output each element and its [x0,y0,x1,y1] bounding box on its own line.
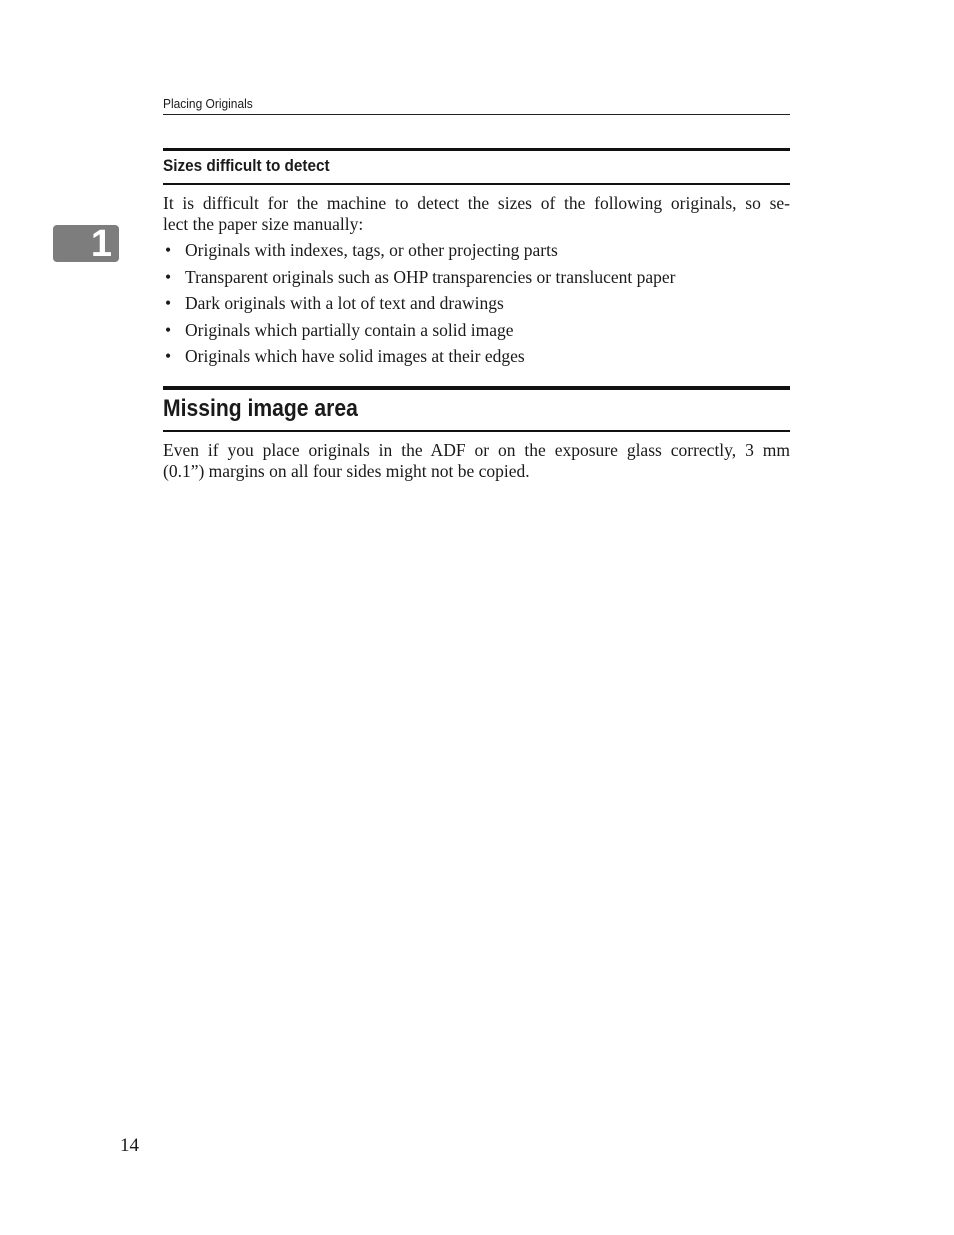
list-item [163,346,790,373]
body-paragraph [163,440,790,482]
list-item [163,267,790,294]
intro-paragraph [163,193,790,235]
bullet-icon: • [165,293,172,313]
list-item [163,293,790,320]
page-number: 14 [120,1135,139,1156]
list-item-text: Transparent originals such as OHP transparencies or translucent paper [185,266,676,287]
header-divider [163,114,790,115]
list-item-text: Originals which have solid images at their edges [185,346,525,366]
list-item-text: Dark originals with a lot of text and drawings [185,293,504,313]
bullet-icon: • [165,319,172,340]
section-heading: Missing image area [163,395,358,422]
list-item [163,320,790,347]
list-item [163,240,790,267]
list-item-text: Originals with indexes, tags, or other projecting parts [185,240,558,260]
section-bottom-rule [163,183,790,185]
list-item-text: Originals which partially contain a solid image [185,319,514,340]
running-header: Placing Originals [163,96,253,111]
subsection-heading: Sizes difficult to detect [163,156,330,175]
section-bottom-rule [163,430,790,432]
bullet-list [163,240,790,373]
chapter-tab [53,223,119,265]
paragraph-line-2: (0.1”) margins on all four sides might not be copied. [163,461,530,481]
section-top-rule [163,148,790,151]
section-top-rule [163,386,790,390]
bullet-icon: • [165,240,172,260]
chapter-number: 1 [90,223,112,265]
intro-line-1: It is difficult for the machine to detect the sizes of the following originals, so se- [163,193,790,213]
paragraph-line-1: Even if you place originals in the ADF or on the exposure glass correctly, 3 mm [163,440,790,460]
bullet-icon: • [165,266,172,287]
bullet-icon: • [165,346,172,366]
intro-line-2: lect the paper size manually: [163,214,364,234]
